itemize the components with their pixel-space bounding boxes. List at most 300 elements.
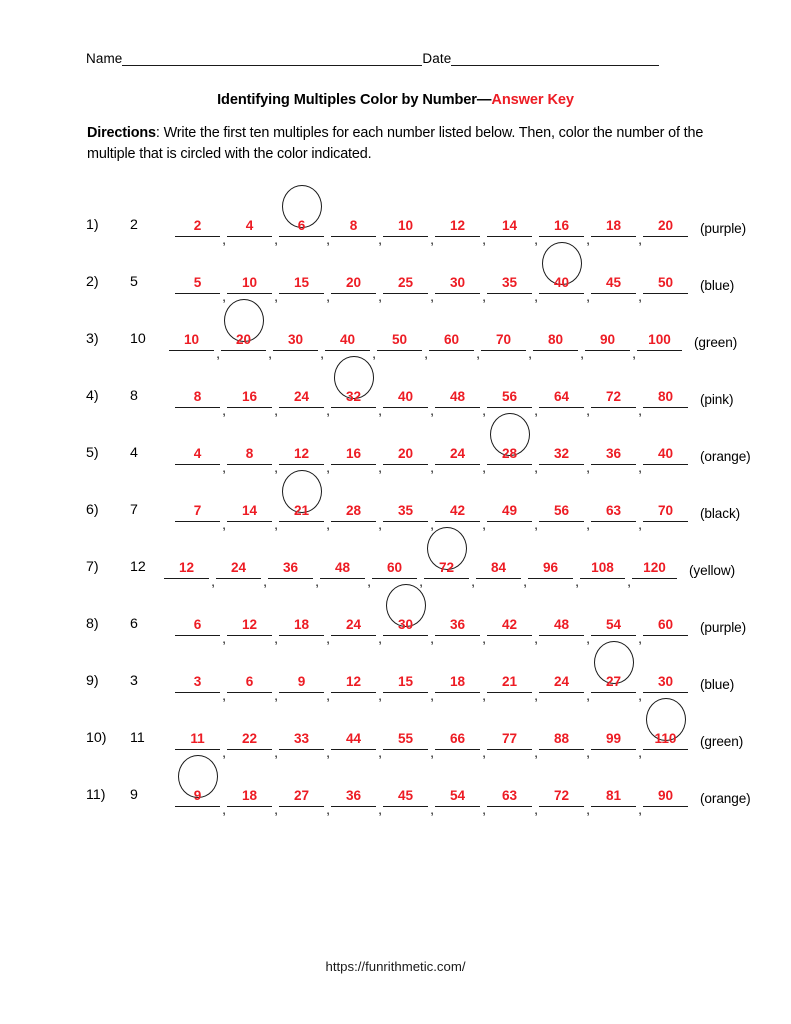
separator-comma: , <box>378 630 382 646</box>
answer-blank[interactable] <box>383 773 434 817</box>
blank-line <box>331 407 376 408</box>
answer-blank[interactable] <box>383 260 434 304</box>
name-label: Name <box>86 51 123 66</box>
answer-blank[interactable] <box>435 488 486 532</box>
answer-blank[interactable] <box>175 602 226 646</box>
answer-value: 55 <box>397 731 414 746</box>
blank-line <box>632 578 677 579</box>
answer-value: 48 <box>334 560 351 575</box>
answer-value: 72 <box>438 560 455 575</box>
separator-comma: , <box>326 687 330 703</box>
answer-blank[interactable] <box>591 773 642 817</box>
separator-comma: , <box>482 402 486 418</box>
separator-comma: , <box>367 573 371 589</box>
blank-line <box>175 749 220 750</box>
blank-line <box>227 635 272 636</box>
blank-line <box>383 749 428 750</box>
answer-blank[interactable] <box>539 716 590 760</box>
base-number: 12 <box>130 559 146 575</box>
answer-blanks <box>175 716 688 760</box>
blank-line <box>227 407 272 408</box>
answer-blank[interactable] <box>331 260 382 304</box>
answer-blank[interactable] <box>279 659 330 703</box>
answer-blank[interactable] <box>591 203 642 247</box>
answer-blank[interactable] <box>279 203 330 247</box>
answer-blank[interactable] <box>435 203 486 247</box>
answer-blank[interactable] <box>528 545 579 589</box>
separator-comma: , <box>222 288 226 304</box>
answer-blank[interactable] <box>487 773 538 817</box>
answer-blank[interactable] <box>435 773 486 817</box>
directions-label: Directions <box>87 125 156 141</box>
separator-comma: , <box>274 288 278 304</box>
separator-comma: , <box>378 459 382 475</box>
answer-blank[interactable] <box>383 488 434 532</box>
answer-value: 80 <box>657 389 674 404</box>
problem-row <box>0 357 791 418</box>
separator-comma: , <box>627 573 631 589</box>
problem-row <box>0 186 791 247</box>
answer-value: 24 <box>449 446 466 461</box>
name-date-header <box>86 46 706 66</box>
answer-blank[interactable] <box>279 260 330 304</box>
separator-comma: , <box>534 231 538 247</box>
answer-blank[interactable] <box>331 659 382 703</box>
answer-value: 100 <box>648 332 671 347</box>
blank-line <box>175 806 220 807</box>
separator-comma: , <box>430 630 434 646</box>
answer-blank[interactable] <box>591 602 642 646</box>
answer-value: 24 <box>553 674 570 689</box>
answer-blank[interactable] <box>227 431 278 475</box>
color-label: (orange) <box>700 449 751 464</box>
separator-comma: , <box>326 231 330 247</box>
answer-value: 50 <box>657 275 674 290</box>
answer-blank[interactable] <box>227 773 278 817</box>
base-number: 5 <box>130 274 138 290</box>
blank-line <box>643 521 688 522</box>
separator-comma: , <box>263 573 267 589</box>
answer-blank[interactable] <box>175 773 226 817</box>
answer-value: 63 <box>501 788 518 803</box>
blank-line <box>643 692 688 693</box>
answer-blank[interactable] <box>268 545 319 589</box>
page-title-main: Identifying Multiples Color by Number <box>217 92 477 108</box>
answer-blank[interactable] <box>279 431 330 475</box>
answer-value: 21 <box>293 503 310 518</box>
answer-value: 20 <box>657 218 674 233</box>
color-label: (pink) <box>700 392 734 407</box>
blank-line <box>331 236 376 237</box>
answer-blank[interactable] <box>279 488 330 532</box>
answer-blank[interactable] <box>539 488 590 532</box>
answer-blank[interactable] <box>487 431 538 475</box>
answer-blank[interactable] <box>435 374 486 418</box>
answer-blank[interactable] <box>175 374 226 418</box>
blank-line <box>539 293 584 294</box>
blank-line <box>487 749 532 750</box>
answer-blank[interactable] <box>325 317 376 361</box>
answer-blank[interactable] <box>227 602 278 646</box>
answer-blank[interactable] <box>331 716 382 760</box>
answer-blank[interactable] <box>591 374 642 418</box>
answer-blank[interactable] <box>221 317 272 361</box>
answer-blank[interactable] <box>331 602 382 646</box>
blank-line <box>377 350 422 351</box>
answer-value: 6 <box>297 218 306 233</box>
answer-value: 54 <box>449 788 466 803</box>
answer-blanks <box>175 203 688 247</box>
answer-blank[interactable] <box>175 203 226 247</box>
answer-blank[interactable] <box>383 374 434 418</box>
answer-blank[interactable] <box>331 374 382 418</box>
answer-value: 24 <box>345 617 362 632</box>
problem-number: 9) <box>86 673 99 689</box>
blank-line <box>227 293 272 294</box>
answer-blank[interactable] <box>476 545 527 589</box>
blank-line <box>424 578 469 579</box>
answer-blank[interactable] <box>429 317 480 361</box>
answer-blank[interactable] <box>331 773 382 817</box>
answer-blank[interactable] <box>175 716 226 760</box>
blank-line <box>643 635 688 636</box>
color-label: (green) <box>694 335 738 350</box>
answer-blank[interactable] <box>481 317 532 361</box>
answer-blank[interactable] <box>424 545 475 589</box>
answer-value: 28 <box>345 503 362 518</box>
blank-line <box>383 464 428 465</box>
answer-blank[interactable] <box>227 716 278 760</box>
answer-blank[interactable] <box>331 431 382 475</box>
blank-line <box>383 521 428 522</box>
answer-value: 44 <box>345 731 362 746</box>
answer-blank[interactable] <box>383 602 434 646</box>
blank-line <box>487 806 532 807</box>
separator-comma: , <box>430 687 434 703</box>
answer-value: 12 <box>178 560 195 575</box>
answer-value: 20 <box>235 332 252 347</box>
answer-blank[interactable] <box>591 260 642 304</box>
separator-comma: , <box>482 630 486 646</box>
blank-line <box>175 692 220 693</box>
blank-line <box>435 635 480 636</box>
answer-blank[interactable] <box>643 431 688 465</box>
answer-blank[interactable] <box>279 602 330 646</box>
answer-blank[interactable] <box>216 545 267 589</box>
problem-row <box>0 243 791 304</box>
separator-comma: , <box>586 801 590 817</box>
answer-blank[interactable] <box>487 716 538 760</box>
separator-comma: , <box>586 288 590 304</box>
separator-comma: , <box>482 687 486 703</box>
separator-comma: , <box>211 573 215 589</box>
separator-comma: , <box>586 630 590 646</box>
separator-comma: , <box>638 402 642 418</box>
color-label: (blue) <box>700 677 735 692</box>
answer-blank[interactable] <box>331 488 382 532</box>
blank-line <box>175 407 220 408</box>
answer-value: 18 <box>605 218 622 233</box>
blank-line <box>279 293 324 294</box>
answer-value: 33 <box>293 731 310 746</box>
blank-line <box>533 350 578 351</box>
blank-line <box>591 407 636 408</box>
date-blank-rule[interactable] <box>451 53 659 66</box>
answer-value: 45 <box>397 788 414 803</box>
blank-line <box>435 293 480 294</box>
blank-line <box>331 806 376 807</box>
separator-comma: , <box>638 288 642 304</box>
blank-line <box>227 749 272 750</box>
answer-blank[interactable] <box>175 659 226 703</box>
answer-value: 54 <box>605 617 622 632</box>
answer-blank[interactable] <box>279 716 330 760</box>
answer-value: 40 <box>339 332 356 347</box>
answer-blank[interactable] <box>643 602 688 636</box>
answer-value: 30 <box>449 275 466 290</box>
answer-blank[interactable] <box>591 431 642 475</box>
answer-blank[interactable] <box>175 260 226 304</box>
separator-comma: , <box>320 345 324 361</box>
answer-blank[interactable] <box>164 545 215 589</box>
separator-comma: , <box>430 801 434 817</box>
answer-value: 120 <box>643 560 666 575</box>
separator-comma: , <box>534 516 538 532</box>
answer-blank[interactable] <box>279 374 330 418</box>
blank-line <box>331 293 376 294</box>
blank-line <box>435 236 480 237</box>
answer-blank[interactable] <box>487 203 538 247</box>
blank-line <box>591 236 636 237</box>
separator-comma: , <box>482 231 486 247</box>
answer-blank[interactable] <box>637 317 682 351</box>
blank-line <box>268 578 313 579</box>
answer-blank[interactable] <box>643 488 688 522</box>
blank-line <box>643 407 688 408</box>
answer-blank[interactable] <box>435 431 486 475</box>
answer-blank[interactable] <box>435 716 486 760</box>
color-label: (purple) <box>700 221 747 236</box>
problem-number: 10) <box>86 730 107 746</box>
blank-line <box>476 578 521 579</box>
answer-value: 24 <box>230 560 247 575</box>
separator-comma: , <box>222 801 226 817</box>
answer-value: 72 <box>605 389 622 404</box>
answer-blank[interactable] <box>383 203 434 247</box>
separator-comma: , <box>378 516 382 532</box>
blank-line <box>383 806 428 807</box>
answer-blank[interactable] <box>227 374 278 418</box>
answer-blank[interactable] <box>643 374 688 408</box>
base-number: 7 <box>130 502 138 518</box>
blank-line <box>227 692 272 693</box>
separator-comma: , <box>580 345 584 361</box>
answer-value: 3 <box>193 674 202 689</box>
answer-value: 18 <box>449 674 466 689</box>
answer-value: 66 <box>449 731 466 746</box>
answer-blank[interactable] <box>175 431 226 475</box>
separator-comma: , <box>378 744 382 760</box>
answer-blank[interactable] <box>539 602 590 646</box>
answer-blank[interactable] <box>435 260 486 304</box>
separator-comma: , <box>326 744 330 760</box>
answer-blank[interactable] <box>539 431 590 475</box>
separator-comma: , <box>274 687 278 703</box>
answer-value: 84 <box>490 560 507 575</box>
answer-blank[interactable] <box>377 317 428 361</box>
answer-blank[interactable] <box>539 260 590 304</box>
blank-line <box>216 578 261 579</box>
answer-blank[interactable] <box>435 659 486 703</box>
blank-line <box>279 236 324 237</box>
separator-comma: , <box>482 744 486 760</box>
blank-line <box>591 692 636 693</box>
color-label: (purple) <box>700 620 747 635</box>
separator-comma: , <box>534 744 538 760</box>
answer-blank[interactable] <box>169 317 220 361</box>
directions-colon: : <box>155 125 160 141</box>
problem-row <box>0 414 791 475</box>
separator-comma: , <box>482 516 486 532</box>
answer-blanks <box>169 317 682 361</box>
answer-value: 60 <box>443 332 460 347</box>
answer-blank[interactable] <box>227 203 278 247</box>
answer-value: 56 <box>501 389 518 404</box>
answer-blank[interactable] <box>273 317 324 361</box>
separator-comma: , <box>586 402 590 418</box>
answer-blank[interactable] <box>643 659 688 693</box>
answer-blank[interactable] <box>585 317 636 361</box>
answer-blank[interactable] <box>533 317 584 361</box>
separator-comma: , <box>274 231 278 247</box>
answer-blank[interactable] <box>487 260 538 304</box>
answer-blank[interactable] <box>591 659 642 703</box>
separator-comma: , <box>274 744 278 760</box>
answer-value: 12 <box>345 674 362 689</box>
answer-value: 8 <box>349 218 358 233</box>
separator-comma: , <box>274 630 278 646</box>
separator-comma: , <box>372 345 376 361</box>
blank-line <box>591 749 636 750</box>
answer-value: 10 <box>397 218 414 233</box>
answer-value: 9 <box>193 788 202 803</box>
separator-comma: , <box>430 459 434 475</box>
answer-blank[interactable] <box>383 431 434 475</box>
answer-value: 45 <box>605 275 622 290</box>
base-number: 4 <box>130 445 138 461</box>
answer-value: 15 <box>397 674 414 689</box>
answer-blank[interactable] <box>643 203 688 237</box>
answer-blank[interactable] <box>320 545 371 589</box>
problem-row <box>0 300 791 361</box>
answer-blank[interactable] <box>372 545 423 589</box>
answer-value: 18 <box>293 617 310 632</box>
answer-blank[interactable] <box>383 716 434 760</box>
base-number: 3 <box>130 673 138 689</box>
directions-text: Write the first ten multiples for each number listed below. Then, color the number of the multiple that is circled with the color indicated. <box>87 125 704 162</box>
separator-comma: , <box>482 801 486 817</box>
name-blank-rule[interactable] <box>122 53 422 66</box>
blank-line <box>331 464 376 465</box>
answer-blank[interactable] <box>591 488 642 532</box>
answer-blank[interactable] <box>632 545 677 579</box>
blank-line <box>227 521 272 522</box>
problem-number: 5) <box>86 445 99 461</box>
separator-comma: , <box>274 801 278 817</box>
answer-blank[interactable] <box>487 374 538 418</box>
answer-value: 16 <box>553 218 570 233</box>
answer-blank[interactable] <box>643 260 688 294</box>
answer-value: 12 <box>241 617 258 632</box>
answer-blank[interactable] <box>591 716 642 760</box>
answer-blank[interactable] <box>331 203 382 247</box>
answer-blank[interactable] <box>435 602 486 646</box>
answer-value: 10 <box>241 275 258 290</box>
answer-blanks <box>175 260 688 304</box>
answer-blank[interactable] <box>227 659 278 703</box>
blank-line <box>175 464 220 465</box>
answer-blank[interactable] <box>539 374 590 418</box>
blank-line <box>279 407 324 408</box>
problem-number: 11) <box>86 787 106 803</box>
separator-comma: , <box>424 345 428 361</box>
separator-comma: , <box>326 630 330 646</box>
separator-comma: , <box>482 288 486 304</box>
problem-number: 3) <box>86 331 99 347</box>
answer-value: 110 <box>654 731 677 746</box>
answer-blank[interactable] <box>643 716 688 750</box>
answer-value: 48 <box>553 617 570 632</box>
answer-blank[interactable] <box>227 260 278 304</box>
separator-comma: , <box>222 516 226 532</box>
blank-line <box>169 350 214 351</box>
blank-line <box>227 236 272 237</box>
blank-line <box>325 350 370 351</box>
answer-blank[interactable] <box>643 773 688 807</box>
answer-value: 30 <box>287 332 304 347</box>
answer-blank[interactable] <box>227 488 278 532</box>
color-label: (blue) <box>700 278 735 293</box>
base-number: 6 <box>130 616 138 632</box>
answer-value: 50 <box>391 332 408 347</box>
answer-blank[interactable] <box>175 488 226 532</box>
answer-value: 88 <box>553 731 570 746</box>
answer-value: 16 <box>345 446 362 461</box>
answer-value: 49 <box>501 503 518 518</box>
answer-value: 35 <box>397 503 414 518</box>
blank-line <box>643 464 688 465</box>
separator-comma: , <box>378 402 382 418</box>
answer-value: 48 <box>449 389 466 404</box>
answer-blank[interactable] <box>539 659 590 703</box>
answer-blank[interactable] <box>487 659 538 703</box>
answer-blank[interactable] <box>383 659 434 703</box>
separator-comma: , <box>523 573 527 589</box>
answer-blank[interactable] <box>279 773 330 817</box>
answer-blank[interactable] <box>539 203 590 247</box>
blank-line <box>643 236 688 237</box>
answer-value: 15 <box>293 275 310 290</box>
answer-blank[interactable] <box>580 545 631 589</box>
answer-blank[interactable] <box>487 488 538 532</box>
blank-line <box>331 749 376 750</box>
blank-line <box>435 464 480 465</box>
separator-comma: , <box>430 402 434 418</box>
separator-comma: , <box>471 573 475 589</box>
blank-line <box>279 521 324 522</box>
answer-blank[interactable] <box>539 773 590 817</box>
answer-blank[interactable] <box>487 602 538 646</box>
